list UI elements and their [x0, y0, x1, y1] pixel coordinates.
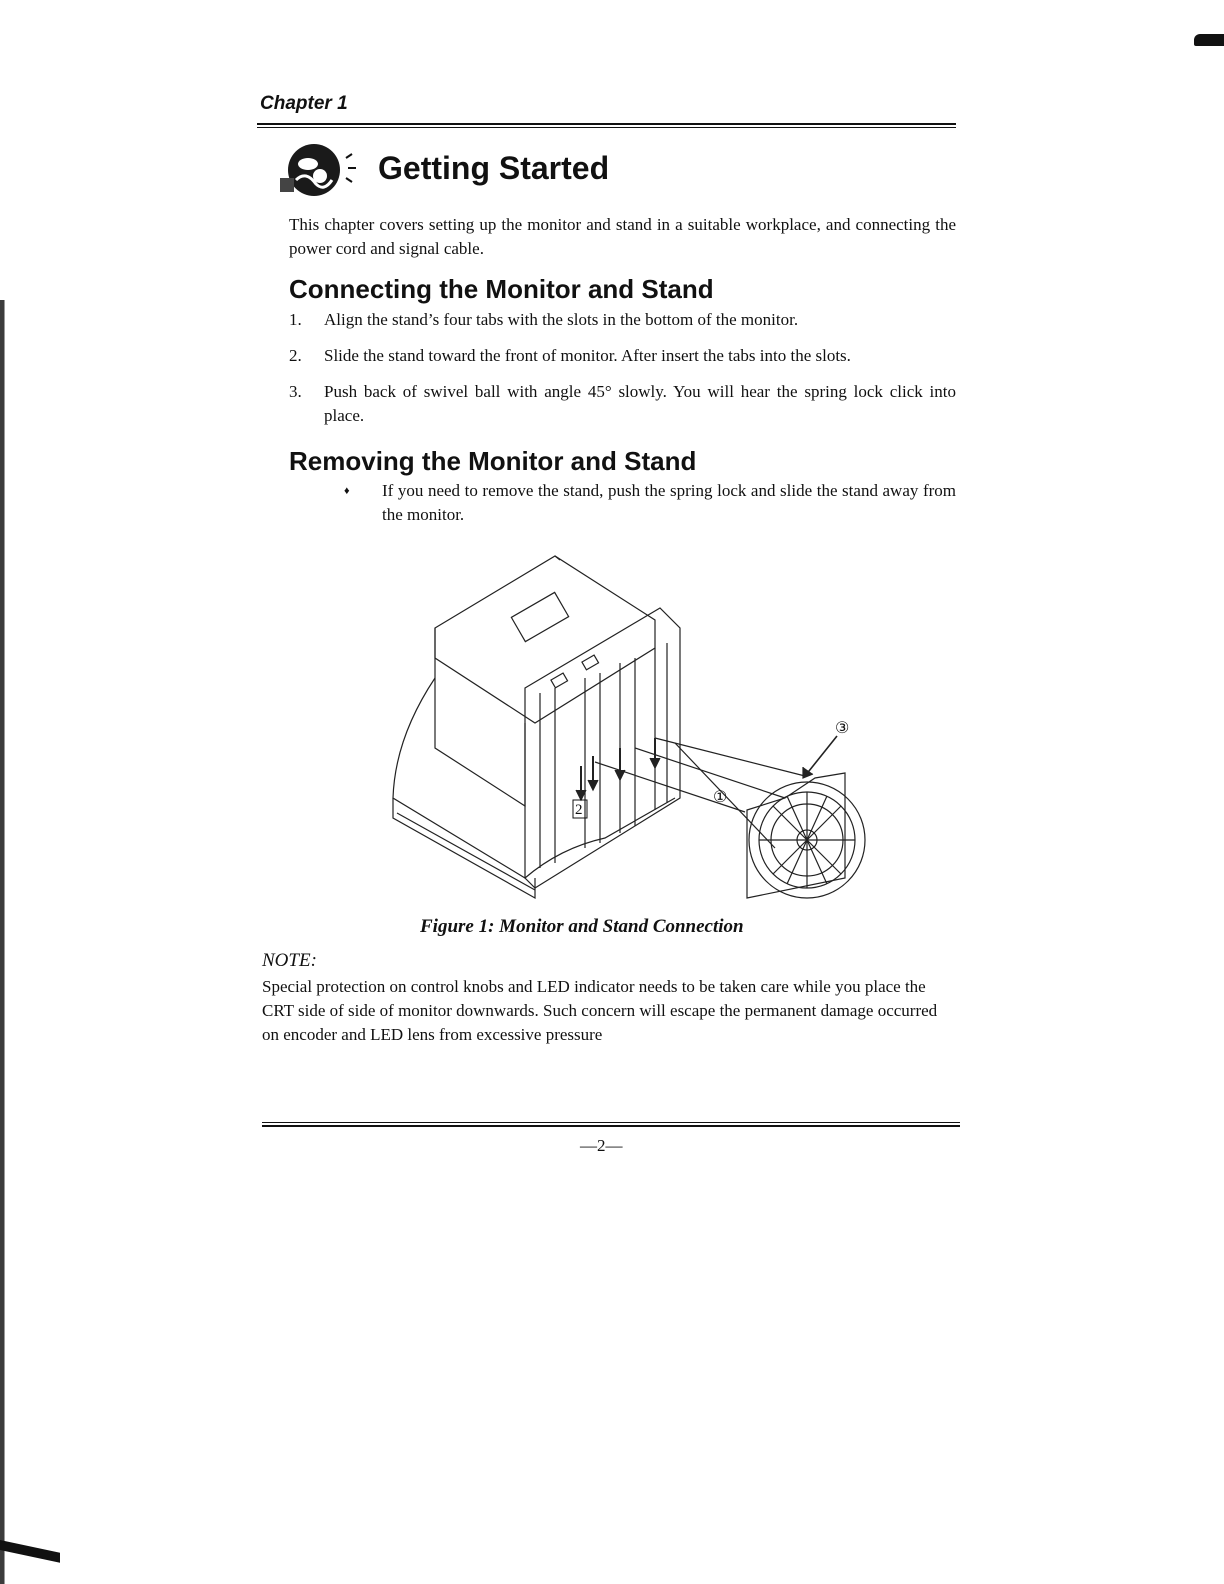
header-rule: [257, 123, 956, 128]
remove-bullet: [344, 479, 956, 527]
intro-paragraph: This chapter covers setting up the monitor and stand in a suitable workplace, and connecting the power cord and signal cable.: [289, 215, 956, 258]
scan-edge-shadow: [0, 300, 9, 1584]
step-item: 2. Slide the stand toward the front of monitor. After insert the tabs into the slots.: [289, 346, 851, 365]
callout-1: ①: [713, 789, 728, 806]
step-item: 3. Push back of swivel ball with angle 45° slowly. You will hear the spring lock click into place.: [289, 382, 956, 425]
footer-rule: [262, 1122, 960, 1127]
note-label: NOTE:: [262, 950, 317, 971]
page-number: —2—: [580, 1136, 623, 1155]
monitor-stand-diagram: [375, 548, 885, 918]
scan-edge-corner: [0, 1540, 60, 1563]
figure-caption: Figure 1: Monitor and Stand Connection: [420, 916, 744, 937]
page-title: Getting Started: [378, 150, 610, 186]
diamond-bullet-icon: ♦: [344, 485, 350, 497]
callout-2: 2: [575, 802, 583, 818]
step-item: 1. Align the stand’s four tabs with the slots in the bottom of the monitor.: [289, 310, 799, 329]
callout-3: ③: [835, 720, 850, 737]
remove-bullet-text: If you need to remove the stand, push the spring lock and slide the stand away from the monitor.: [382, 481, 956, 524]
scan-corner-mark: [1194, 34, 1224, 46]
chapter-label: Chapter 1: [260, 93, 348, 114]
chapter-logo-icon: [276, 140, 366, 200]
connect-steps-list: [289, 308, 956, 440]
heading-connecting: Connecting the Monitor and Stand: [289, 274, 714, 304]
heading-removing: Removing the Monitor and Stand: [289, 446, 697, 476]
note-text: Special protection on control knobs and LED indicator needs to be taken care while you place the CRT side of side of monitor downwards. Such concern will escape the permanent damage occurred on encoder and LED lens from excessive pressure: [262, 977, 938, 1044]
